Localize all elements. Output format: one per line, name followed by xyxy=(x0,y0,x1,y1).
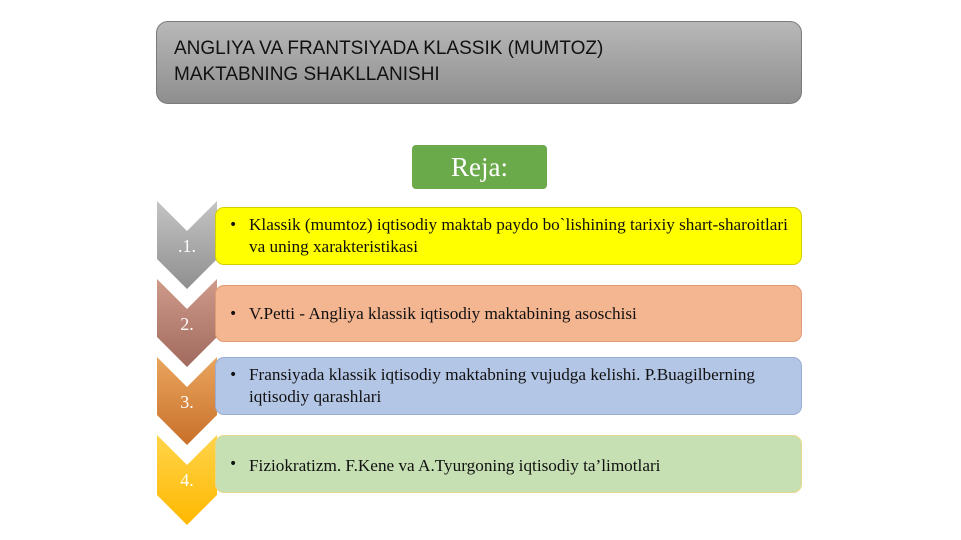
chevron-step-1 xyxy=(157,201,217,289)
step-number-3: 3. xyxy=(180,392,194,412)
plan-item-3 xyxy=(215,357,802,415)
chevron-step-4 xyxy=(157,435,217,525)
bullet-icon: • xyxy=(229,217,238,233)
plan-item-text-2: V.Petti - Angliya klassik iqtisodiy maktabining asoschisi xyxy=(249,304,637,323)
plan-item-text-3: Fransiyada klassik iqtisodiy maktabning vujudga kelishi. P.Buagilberning iqtisodiy qarashlari xyxy=(249,365,756,406)
step-number-2: 2. xyxy=(180,314,194,334)
slide-title-box xyxy=(156,21,802,104)
chevron-step-3 xyxy=(157,357,217,445)
chevron-step-2 xyxy=(157,279,217,367)
slide-title-line-1: ANGLIYA VA FRANTSIYADA KLASSIK (MUMTOZ) xyxy=(174,38,604,59)
plan-item-2 xyxy=(215,285,802,342)
step-number-1: .1. xyxy=(178,236,196,256)
bullet-icon: • xyxy=(229,306,238,322)
plan-item-1 xyxy=(215,207,802,265)
plan-item-text-1: Klassik (mumtoz) iqtisodiy maktab paydo bo`lishining tarixiy shart-sharoitlari va uning xarakteristikasi xyxy=(249,215,788,256)
step-number-4: 4. xyxy=(180,470,194,490)
bullet-icon: • xyxy=(229,367,238,383)
plan-label: Reja: xyxy=(412,145,547,189)
slide-title-line-2: MAKTABNING SHAKLLANISHI xyxy=(174,64,440,85)
bullet-icon: • xyxy=(229,456,238,472)
plan-item-4 xyxy=(215,435,802,493)
plan-item-text-4: Fiziokratizm. F.Kene va A.Tyurgoning iqtisodiy ta’limotlari xyxy=(249,456,661,475)
